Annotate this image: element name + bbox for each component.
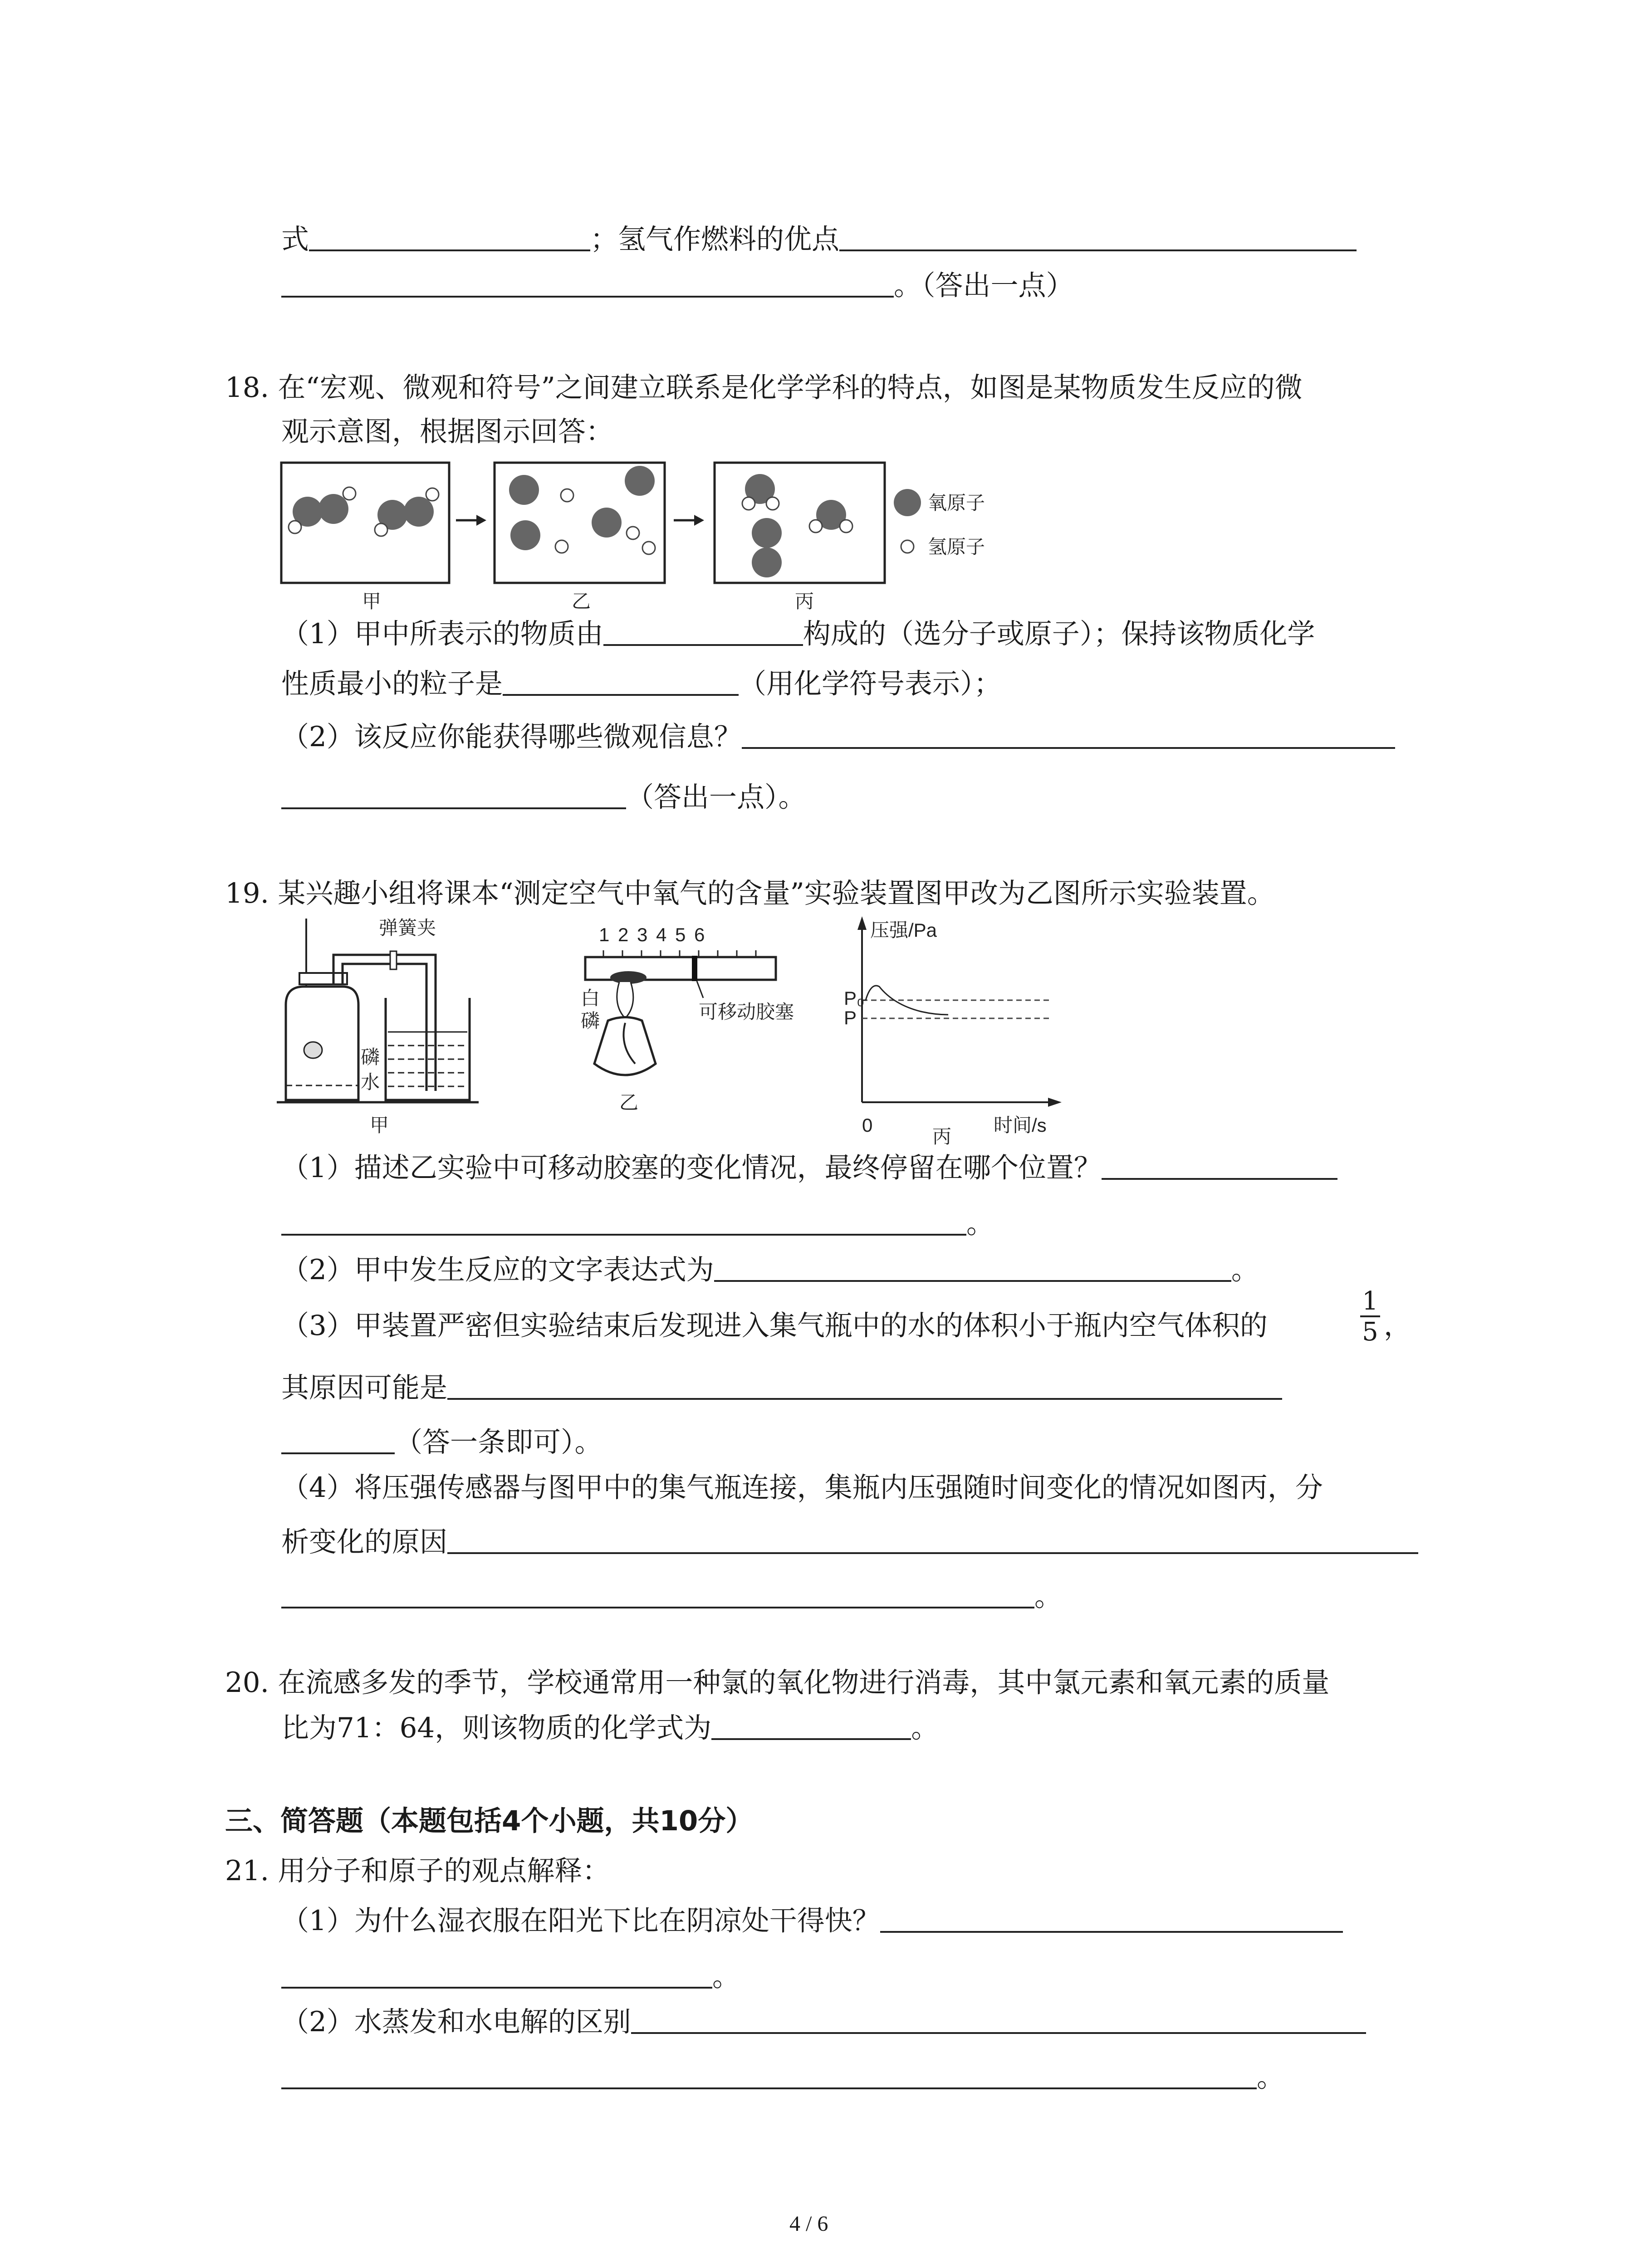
text: 性质最小的粒子是 bbox=[281, 668, 503, 700]
q19-part1-line-2 bbox=[281, 1206, 994, 1242]
legend-oxygen: 氧原子 bbox=[928, 492, 985, 513]
q19-part4-line-3 bbox=[281, 1579, 1062, 1615]
text: （4）将压强传感器与图甲中的集气瓶连接，集瓶内压强随时间变化的情况如图丙，分 bbox=[281, 1471, 1323, 1504]
tick-3: 3 bbox=[637, 924, 648, 945]
fraction-denominator: 5 bbox=[1362, 1317, 1378, 1347]
text: 。 bbox=[911, 1712, 939, 1744]
answer-blank[interactable] bbox=[503, 667, 739, 696]
q21-part2-line-2 bbox=[281, 2059, 1284, 2096]
text: （2）甲中发生反应的文字表达式为 bbox=[281, 1254, 714, 1286]
answer-blank[interactable] bbox=[281, 269, 894, 298]
q21-part2-line-1 bbox=[281, 2004, 1366, 2040]
text: （用化学符号表示）； bbox=[739, 668, 1002, 700]
text: 。 bbox=[1034, 1580, 1063, 1613]
q19-part3-comma bbox=[1384, 1308, 1411, 1344]
q19-part4-line-2 bbox=[281, 1524, 1418, 1560]
answer-blank[interactable] bbox=[1102, 1151, 1337, 1180]
text: 其原因可能是 bbox=[281, 1372, 448, 1404]
fraction-numerator: 1 bbox=[1362, 1286, 1378, 1316]
q19-apparatus-yi bbox=[576, 914, 794, 1141]
top-line-2 bbox=[281, 268, 1074, 304]
answer-blank[interactable] bbox=[603, 617, 803, 646]
answer-blank[interactable] bbox=[714, 1253, 1231, 1282]
q19-part4-line-1 bbox=[281, 1470, 1323, 1506]
q18-part1-line-1 bbox=[281, 616, 1315, 652]
q19-stem bbox=[225, 875, 1275, 912]
label-piston: 可移动胶塞 bbox=[699, 1001, 794, 1022]
text: （2）该反应你能获得哪些微观信息？ bbox=[281, 721, 742, 753]
tick-4: 4 bbox=[656, 924, 667, 945]
text: 。 bbox=[1231, 1254, 1259, 1286]
answer-blank[interactable] bbox=[711, 1711, 911, 1740]
text: （1）描述乙实验中可移动胶塞的变化情况，最终停留在哪个位置？ bbox=[281, 1152, 1102, 1184]
answer-blank[interactable] bbox=[281, 1579, 1034, 1608]
label-yi: 乙 bbox=[572, 591, 591, 612]
q19-part1-line-1 bbox=[281, 1150, 1337, 1186]
tick-6: 6 bbox=[694, 924, 705, 945]
graph-ylabel: 压强/Pa bbox=[870, 919, 937, 941]
graph-p: P bbox=[844, 1007, 857, 1028]
q21-stem bbox=[225, 1853, 610, 1889]
q18-stem-line-1 bbox=[225, 370, 1303, 406]
graph-p0: P₀ bbox=[844, 987, 865, 1009]
text: 在流感多发的季节，学校通常用一种氯的氧化物进行消毒，其中氯元素和氧元素的质量 bbox=[278, 1667, 1330, 1699]
label-white: 白 bbox=[581, 987, 600, 1009]
label-jia: 甲 bbox=[362, 591, 382, 612]
section-3-title: 三、简答题（本题包括4个小题，共10分） bbox=[225, 1805, 754, 1837]
question-number: 21. bbox=[225, 1855, 269, 1887]
q18-part2-line-2 bbox=[281, 779, 806, 816]
answer-blank[interactable] bbox=[742, 720, 1395, 749]
text: （1）甲中所表示的物质由 bbox=[281, 618, 603, 650]
q19-part3-line-3 bbox=[281, 1424, 603, 1461]
label-phosphorus: 磷 bbox=[361, 1046, 380, 1068]
q20-stem-line-2 bbox=[281, 1710, 939, 1746]
graph-xlabel: 时间/s bbox=[994, 1114, 1047, 1136]
label-yi: 乙 bbox=[619, 1092, 639, 1113]
answer-blank[interactable] bbox=[447, 1525, 1418, 1554]
text: 。（答出一点） bbox=[894, 269, 1074, 302]
question-number: 18. bbox=[225, 371, 269, 404]
text: 。 bbox=[1257, 2061, 1285, 2093]
answer-blank[interactable] bbox=[309, 222, 590, 251]
q19-part3-line-1 bbox=[281, 1308, 1268, 1344]
q19-apparatus-jia bbox=[277, 914, 485, 1141]
label-phosphorus: 磷 bbox=[581, 1010, 600, 1031]
text: 构成的（选分子或原子）；保持该物质化学 bbox=[803, 618, 1315, 650]
q18-stem-line-2 bbox=[281, 414, 613, 450]
label-jia: 甲 bbox=[370, 1114, 389, 1136]
text: （答出一点）。 bbox=[626, 781, 806, 813]
top-line-1 bbox=[281, 221, 1357, 258]
text: ， bbox=[1384, 1310, 1412, 1342]
answer-blank[interactable] bbox=[281, 1207, 966, 1236]
graph-origin: 0 bbox=[862, 1114, 873, 1136]
text: ；氢气作燃料的优点 bbox=[590, 223, 840, 255]
label-bing: 丙 bbox=[932, 1126, 952, 1147]
answer-blank[interactable] bbox=[281, 780, 626, 809]
page-number: 4 / 6 bbox=[789, 2212, 828, 2236]
q19-part3-line-2 bbox=[281, 1370, 1282, 1406]
question-number: 19. bbox=[225, 877, 269, 909]
q21-part1-line-2 bbox=[281, 1959, 740, 1995]
fraction-one-fifth bbox=[1357, 1287, 1384, 1347]
question-number: 20. bbox=[225, 1667, 269, 1699]
tick-2: 2 bbox=[618, 924, 629, 945]
text: 某兴趣小组将课本“测定空气中氧气的含量”实验装置图甲改为乙图所示实验装置。 bbox=[278, 877, 1275, 909]
q18-part1-line-2 bbox=[281, 666, 1002, 702]
q19-part2 bbox=[281, 1252, 1259, 1288]
answer-blank[interactable] bbox=[281, 1425, 395, 1454]
q21-part1-line-1 bbox=[281, 1903, 1343, 1939]
q18-micro-diagram bbox=[277, 454, 1025, 617]
label-bing: 丙 bbox=[795, 591, 814, 612]
text: 观示意图，根据图示回答： bbox=[281, 415, 614, 448]
answer-blank[interactable] bbox=[281, 2060, 1257, 2089]
text: （1）为什么湿衣服在阳光下比在阴凉处干得快？ bbox=[281, 1905, 880, 1937]
q19-pressure-graph bbox=[844, 907, 1089, 1148]
q18-part2-line-1 bbox=[281, 719, 1395, 755]
legend-hydrogen: 氢原子 bbox=[928, 536, 985, 557]
text: 在“宏观、微观和符号”之间建立联系是化学学科的特点，如图是某物质发生反应的微 bbox=[278, 371, 1303, 404]
text: （3）甲装置严密但实验结束后发现进入集气瓶中的水的体积小于瓶内空气体积的 bbox=[281, 1310, 1268, 1342]
text: （答一条即可）。 bbox=[395, 1426, 603, 1458]
answer-blank[interactable] bbox=[631, 2005, 1366, 2034]
text: 式 bbox=[281, 223, 309, 255]
text: 。 bbox=[712, 1960, 740, 1993]
answer-blank[interactable] bbox=[447, 1371, 1282, 1400]
text: 析变化的原因 bbox=[281, 1526, 448, 1558]
text: （2）水蒸发和水电解的区别 bbox=[281, 2006, 631, 2038]
text: 用分子和原子的观点解释： bbox=[278, 1855, 610, 1887]
tick-5: 5 bbox=[675, 924, 686, 945]
answer-blank[interactable] bbox=[839, 222, 1357, 251]
tick-1: 1 bbox=[599, 924, 610, 945]
answer-blank[interactable] bbox=[880, 1904, 1343, 1933]
text: 。 bbox=[966, 1207, 994, 1240]
text: 比为71：64，则该物质的化学式为 bbox=[281, 1712, 712, 1744]
label-clip: 弹簧夹 bbox=[379, 917, 436, 938]
label-water: 水 bbox=[361, 1071, 380, 1093]
q20-stem-line-1 bbox=[225, 1665, 1329, 1701]
answer-blank[interactable] bbox=[281, 1960, 712, 1989]
